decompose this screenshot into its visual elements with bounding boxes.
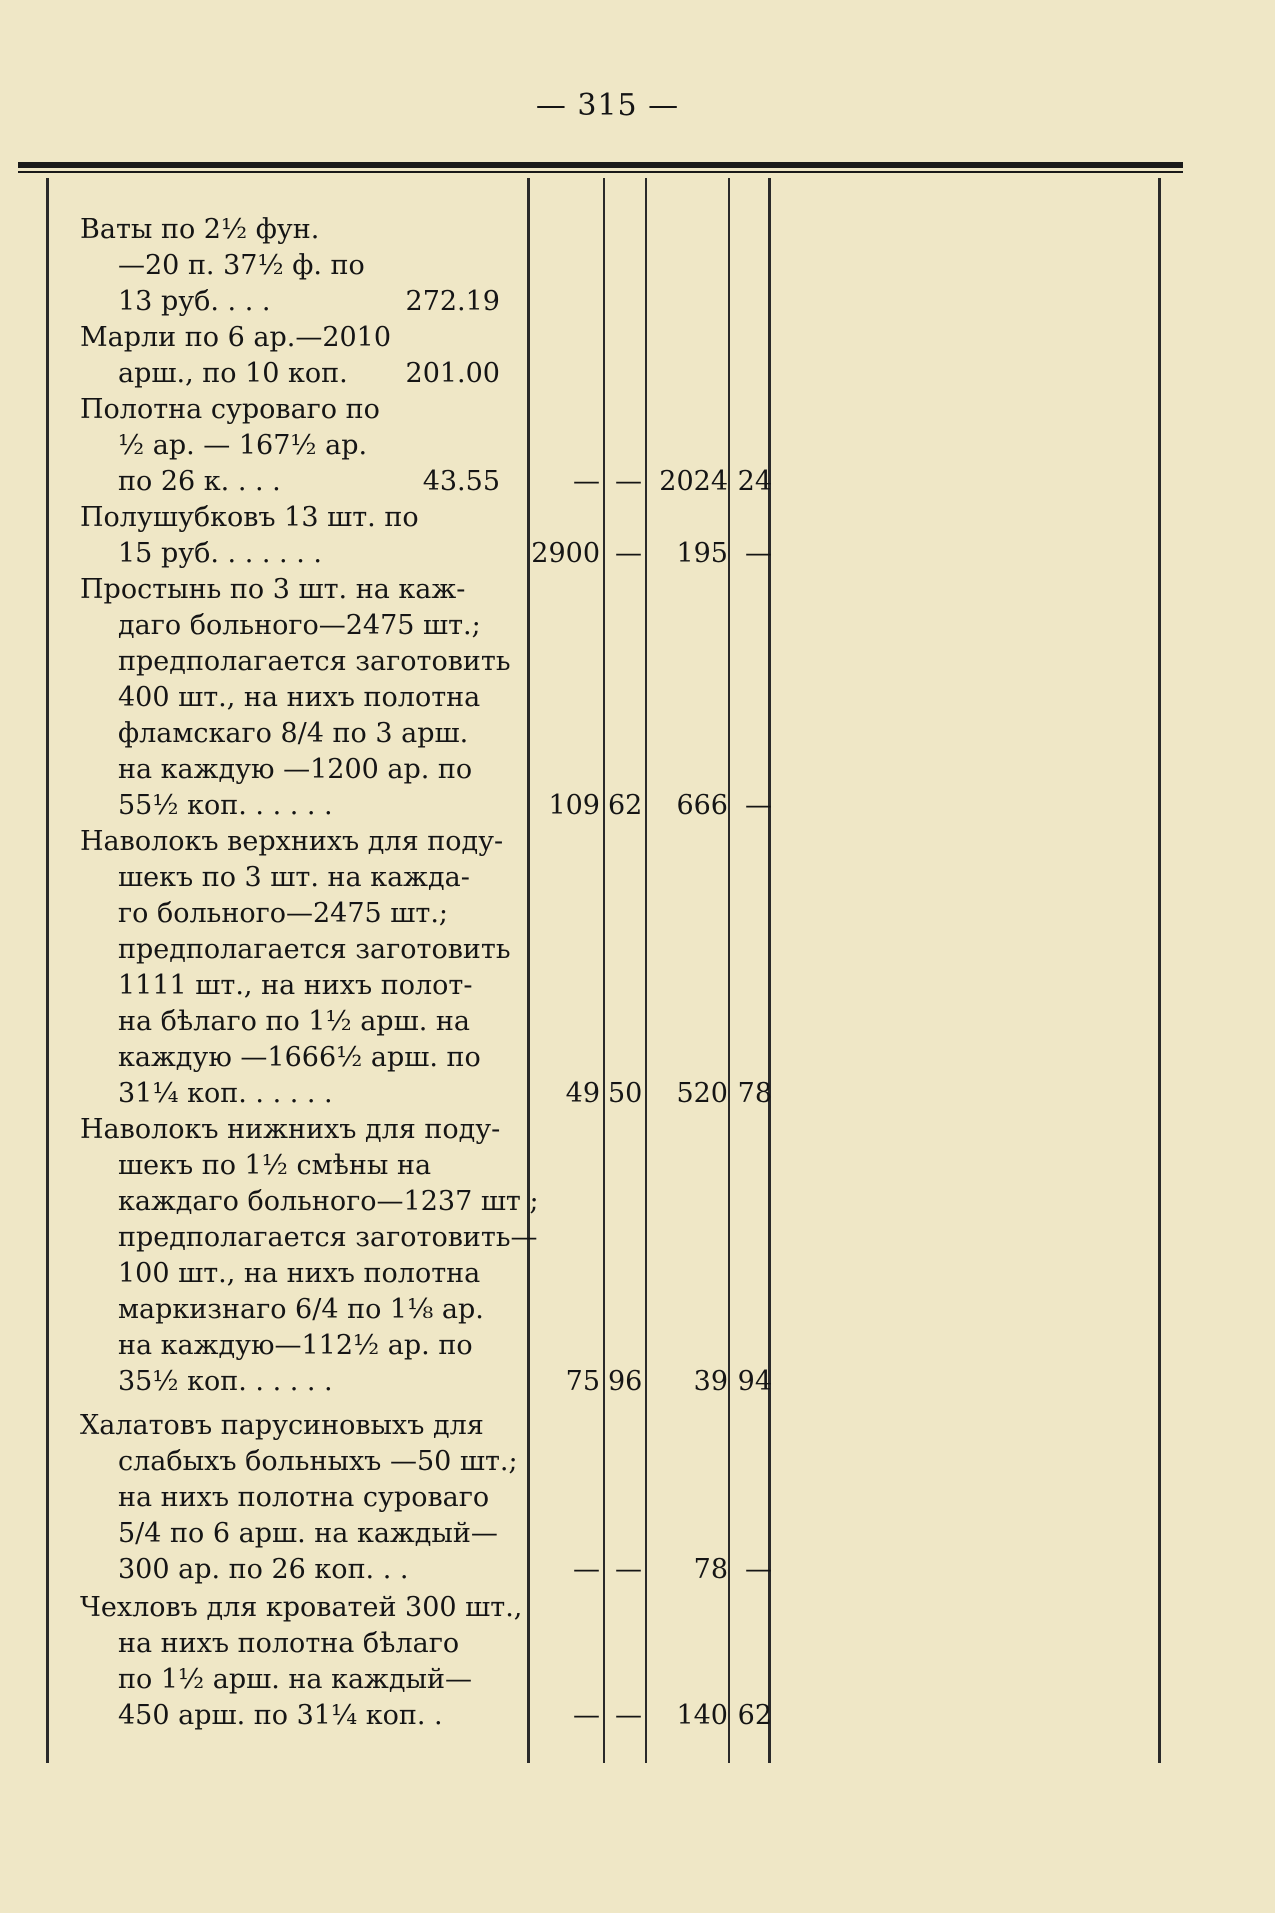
column-divider-3 [728, 178, 730, 1763]
entry-line: Полушубковъ 13 шт. по [80, 502, 419, 533]
kopecks-value: 62 [608, 790, 643, 821]
entry-line: 15 руб. . . . . . . [118, 538, 322, 569]
header-rule-thick [18, 162, 1183, 168]
entry-line: слабыхъ больныхъ —50 шт.; [118, 1446, 518, 1477]
rubles-total: 520 [676, 1078, 728, 1109]
entry-line: каждаго больного—1237 шт ; [118, 1186, 539, 1217]
kopecks-total: 94 [737, 1366, 772, 1397]
kopecks-total: 62 [737, 1700, 772, 1731]
entry-line: 5/4 по 6 арш. на каждый— [118, 1518, 498, 1549]
entry-line: предполагается заготовить [118, 646, 511, 677]
header-rule-thin [18, 171, 1183, 173]
kopecks-value: — [615, 1700, 642, 1731]
entry-line: 55½ коп. . . . . . [118, 790, 333, 821]
rubles-total: 666 [676, 790, 728, 821]
entry-line: на каждую—112½ ар. по [118, 1330, 473, 1361]
rubles-value: — [573, 1700, 600, 1731]
entry-line: на бѣлаго по 1½ арш. на [118, 1006, 470, 1037]
entry-line: каждую —1666½ арш. по [118, 1042, 481, 1073]
entry-line: 450 арш. по 31¼ коп. . [118, 1700, 443, 1731]
entry-line: го больного—2475 шт.; [118, 898, 449, 929]
rubles-value: — [573, 1554, 600, 1585]
entry-line: на нихъ полотна суроваго [118, 1482, 490, 1513]
rubles-total: 39 [693, 1366, 728, 1397]
entry-amount: 272.19 [405, 286, 500, 317]
entry-line: Наволокъ нижнихъ для поду- [80, 1114, 501, 1145]
entry-line: 35½ коп. . . . . . [118, 1366, 333, 1397]
entry-line: по 26 к. . . . [118, 466, 281, 497]
rubles-total: 140 [676, 1700, 728, 1731]
entry-line: даго больного—2475 шт.; [118, 610, 481, 641]
entry-line: арш., по 10 коп. [118, 358, 348, 389]
page-number: — 315 — [535, 88, 680, 123]
entry-line: Ваты по 2½ фун. [80, 214, 320, 245]
kopecks-value: 96 [608, 1366, 643, 1397]
entry-line: 1111 шт., на нихъ полот- [118, 970, 473, 1001]
kopecks-total: 24 [737, 466, 772, 497]
entry-line: шекъ по 3 шт. на кажда- [118, 862, 470, 893]
entry-line: Простынь по 3 шт. на каж- [80, 574, 466, 605]
entry-line: Полотна суроваго по [80, 394, 380, 425]
column-divider-1 [603, 178, 605, 1763]
left-border-line [46, 178, 49, 1763]
entry-line: Марли по 6 ар.—2010 [80, 322, 392, 353]
kopecks-total: — [745, 1554, 772, 1585]
entry-line: 13 руб. . . . [118, 286, 271, 317]
kopecks-total: — [745, 538, 772, 569]
rubles-total: 195 [676, 538, 728, 569]
text-column-divider [527, 178, 530, 1763]
rubles-value: — [573, 466, 600, 497]
entry-line: по 1½ арш. на каждый— [118, 1664, 473, 1695]
kopecks-total: — [745, 790, 772, 821]
entry-amount: 43.55 [422, 466, 500, 497]
rubles-value: 109 [548, 790, 600, 821]
entry-line: предполагается заготовить— [118, 1222, 538, 1253]
rubles-value: 2900 [531, 538, 600, 569]
kopecks-value: 50 [608, 1078, 643, 1109]
rubles-value: 49 [565, 1078, 600, 1109]
column-divider-2 [645, 178, 647, 1763]
kopecks-value: — [615, 466, 642, 497]
entry-line: шекъ по 1½ смѣны на [118, 1150, 432, 1181]
entry-line: на каждую —1200 ар. по [118, 754, 473, 785]
kopecks-value: — [615, 538, 642, 569]
kopecks-value: — [615, 1554, 642, 1585]
entry-line: фламскаго 8/4 по 3 арш. [118, 718, 469, 749]
entry-line: 100 шт., на нихъ полотна [118, 1258, 481, 1289]
column-divider-4 [768, 178, 771, 1763]
kopecks-total: 78 [737, 1078, 772, 1109]
entry-line: предполагается заготовить [118, 934, 511, 965]
entry-line: ½ ар. — 167½ ар. [118, 430, 368, 461]
entry-line: на нихъ полотна бѣлаго [118, 1628, 460, 1659]
entry-line: —20 п. 37½ ф. по [118, 250, 365, 281]
entry-line: маркизнаго 6/4 по 1⅛ ар. [118, 1294, 484, 1325]
entry-line: 31¼ коп. . . . . . [118, 1078, 333, 1109]
entry-amount: 201.00 [405, 358, 500, 389]
entry-line: Наволокъ верхнихъ для поду- [80, 826, 504, 857]
entry-line: Халатовъ парусиновыхъ для [80, 1410, 484, 1441]
entry-line: Чехловъ для кроватей 300 шт., [80, 1592, 523, 1623]
rubles-total: 2024 [659, 466, 728, 497]
entry-line: 400 шт., на нихъ полотна [118, 682, 481, 713]
rubles-total: 78 [693, 1554, 728, 1585]
rubles-value: 75 [565, 1366, 600, 1397]
entry-line: 300 ар. по 26 коп. . . [118, 1554, 409, 1585]
right-border-line [1158, 178, 1161, 1763]
